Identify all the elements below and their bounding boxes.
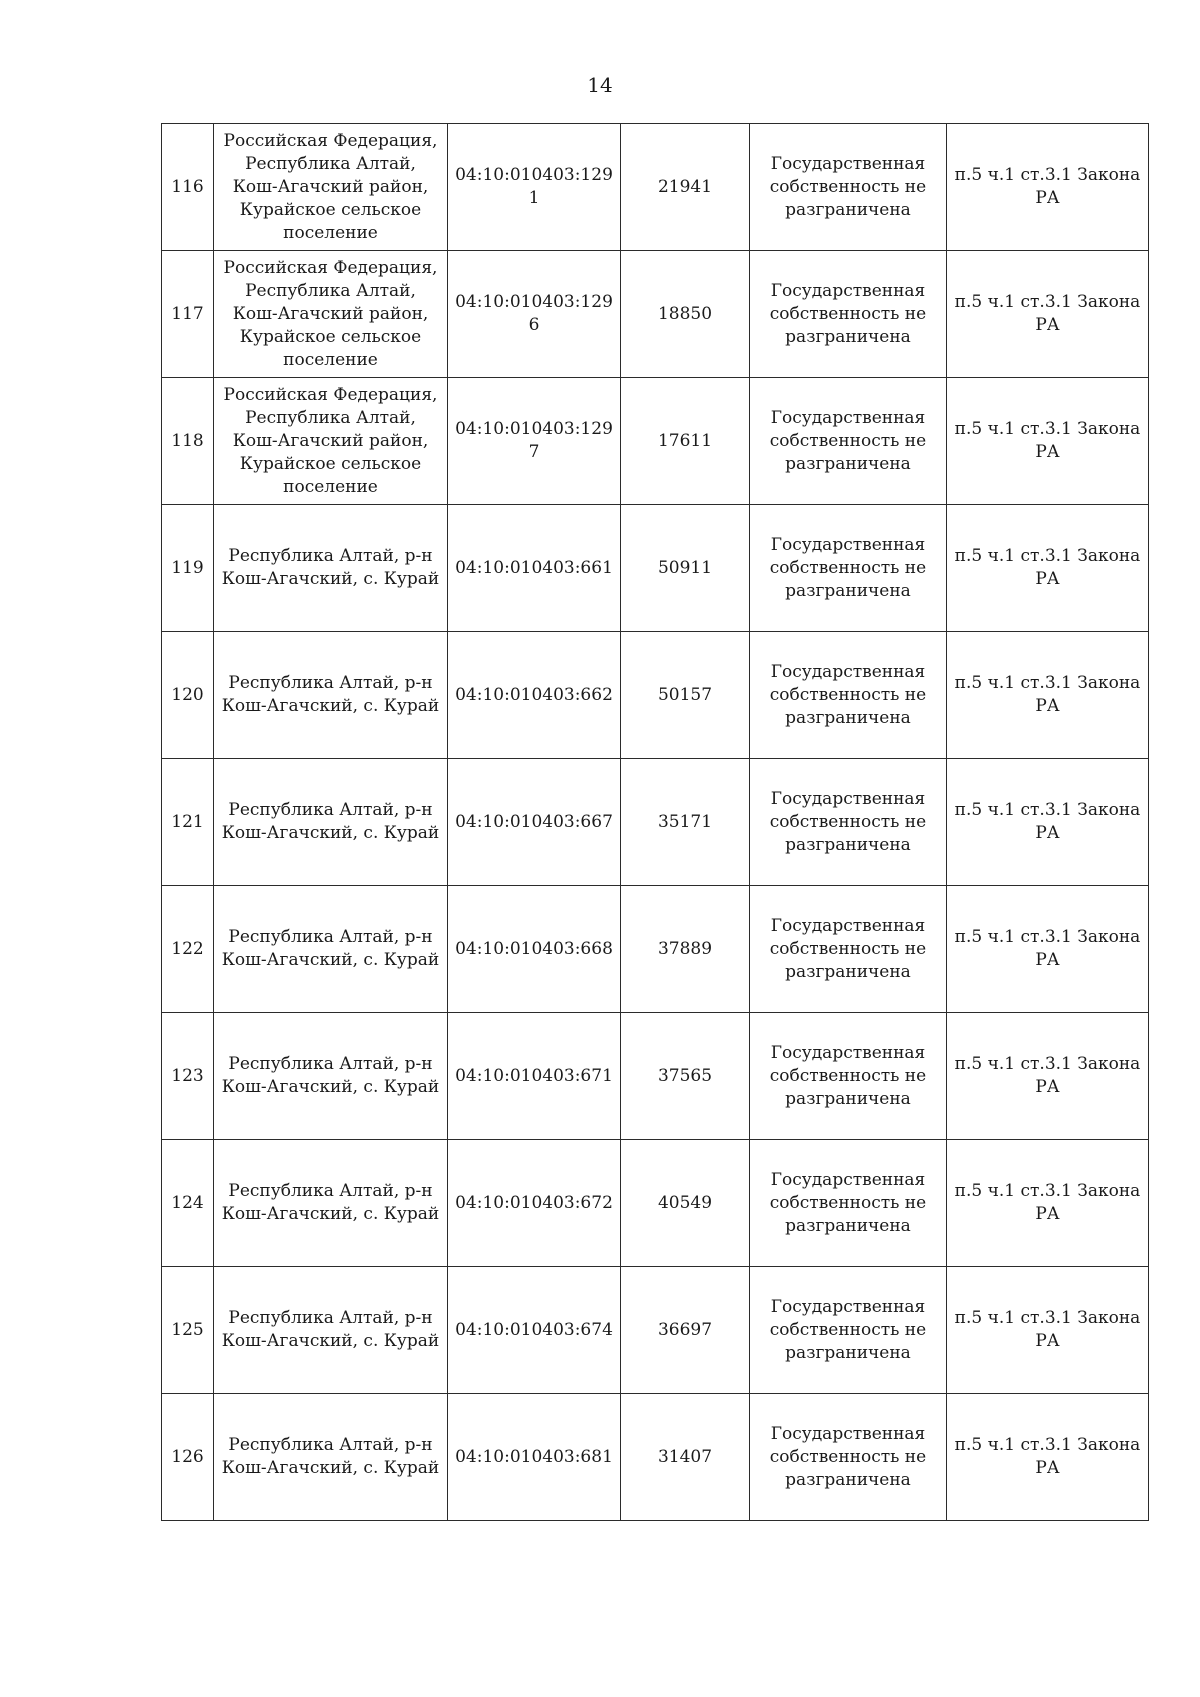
page-number: 14 <box>587 73 613 97</box>
area-cell: 50157 <box>621 632 750 759</box>
row-number: 124 <box>162 1140 214 1267</box>
ownership-cell: Государственная собственность не разграничена <box>750 1140 947 1267</box>
row-number: 125 <box>162 1267 214 1394</box>
area-cell: 36697 <box>621 1267 750 1394</box>
cadastral-number-cell: 04:10:010403:662 <box>448 632 621 759</box>
location-cell: Республика Алтай, р-н Кош-Агачский, с. Курай <box>214 886 448 1013</box>
location-cell: Республика Алтай, р-н Кош-Агачский, с. Курай <box>214 1140 448 1267</box>
area-cell: 35171 <box>621 759 750 886</box>
ownership-cell: Государственная собственность не разграничена <box>750 759 947 886</box>
cadastral-number-cell: 04:10:010403:668 <box>448 886 621 1013</box>
table-row <box>162 251 1149 378</box>
row-number: 116 <box>162 124 214 251</box>
legal-basis-cell: п.5 ч.1 ст.3.1 Закона РА <box>947 1267 1149 1394</box>
area-cell: 37889 <box>621 886 750 1013</box>
legal-basis-cell: п.5 ч.1 ст.3.1 Закона РА <box>947 378 1149 505</box>
legal-basis-cell: п.5 ч.1 ст.3.1 Закона РА <box>947 1140 1149 1267</box>
table-body <box>162 124 1149 1521</box>
location-cell: Республика Алтай, р-н Кош-Агачский, с. Курай <box>214 1394 448 1521</box>
cadastral-number-cell: 04:10:010403:674 <box>448 1267 621 1394</box>
legal-basis-cell: п.5 ч.1 ст.3.1 Закона РА <box>947 886 1149 1013</box>
legal-basis-cell: п.5 ч.1 ст.3.1 Закона РА <box>947 632 1149 759</box>
table-row <box>162 759 1149 886</box>
ownership-cell: Государственная собственность не разграничена <box>750 886 947 1013</box>
area-cell: 21941 <box>621 124 750 251</box>
row-number: 120 <box>162 632 214 759</box>
location-cell: Республика Алтай, р-н Кош-Агачский, с. Курай <box>214 1267 448 1394</box>
area-cell: 17611 <box>621 378 750 505</box>
table-row <box>162 124 1149 251</box>
cadastral-number-cell: 04:10:010403:1296 <box>448 251 621 378</box>
location-cell: Республика Алтай, р-н Кош-Агачский, с. Курай <box>214 505 448 632</box>
location-cell: Республика Алтай, р-н Кош-Агачский, с. Курай <box>214 632 448 759</box>
cadastral-number-cell: 04:10:010403:1297 <box>448 378 621 505</box>
table-row <box>162 886 1149 1013</box>
area-cell: 40549 <box>621 1140 750 1267</box>
cadastral-number-cell: 04:10:010403:672 <box>448 1140 621 1267</box>
land-plots-table <box>161 123 1149 1521</box>
area-cell: 37565 <box>621 1013 750 1140</box>
row-number: 117 <box>162 251 214 378</box>
ownership-cell: Государственная собственность не разграничена <box>750 1267 947 1394</box>
row-number: 118 <box>162 378 214 505</box>
table-row <box>162 1013 1149 1140</box>
table-row <box>162 1267 1149 1394</box>
row-number: 122 <box>162 886 214 1013</box>
table-row <box>162 505 1149 632</box>
legal-basis-cell: п.5 ч.1 ст.3.1 Закона РА <box>947 124 1149 251</box>
row-number: 123 <box>162 1013 214 1140</box>
ownership-cell: Государственная собственность не разграничена <box>750 632 947 759</box>
ownership-cell: Государственная собственность не разграничена <box>750 378 947 505</box>
location-cell: Российская Федерация, Республика Алтай, Кош-Агачский район, Курайское сельское поселение <box>214 124 448 251</box>
cadastral-number-cell: 04:10:010403:667 <box>448 759 621 886</box>
cadastral-number-cell: 04:10:010403:681 <box>448 1394 621 1521</box>
location-cell: Российская Федерация, Республика Алтай, Кош-Агачский район, Курайское сельское поселение <box>214 251 448 378</box>
legal-basis-cell: п.5 ч.1 ст.3.1 Закона РА <box>947 1013 1149 1140</box>
cadastral-number-cell: 04:10:010403:671 <box>448 1013 621 1140</box>
row-number: 119 <box>162 505 214 632</box>
cadastral-number-cell: 04:10:010403:1291 <box>448 124 621 251</box>
area-cell: 50911 <box>621 505 750 632</box>
cadastral-number-cell: 04:10:010403:661 <box>448 505 621 632</box>
ownership-cell: Государственная собственность не разграничена <box>750 251 947 378</box>
legal-basis-cell: п.5 ч.1 ст.3.1 Закона РА <box>947 759 1149 886</box>
row-number: 121 <box>162 759 214 886</box>
location-cell: Российская Федерация, Республика Алтай, Кош-Агачский район, Курайское сельское поселение <box>214 378 448 505</box>
table-row <box>162 1394 1149 1521</box>
ownership-cell: Государственная собственность не разграничена <box>750 1394 947 1521</box>
area-cell: 31407 <box>621 1394 750 1521</box>
ownership-cell: Государственная собственность не разграничена <box>750 124 947 251</box>
legal-basis-cell: п.5 ч.1 ст.3.1 Закона РА <box>947 505 1149 632</box>
area-cell: 18850 <box>621 251 750 378</box>
legal-basis-cell: п.5 ч.1 ст.3.1 Закона РА <box>947 251 1149 378</box>
location-cell: Республика Алтай, р-н Кош-Агачский, с. Курай <box>214 759 448 886</box>
ownership-cell: Государственная собственность не разграничена <box>750 505 947 632</box>
ownership-cell: Государственная собственность не разграничена <box>750 1013 947 1140</box>
table-row <box>162 1140 1149 1267</box>
row-number: 126 <box>162 1394 214 1521</box>
location-cell: Республика Алтай, р-н Кош-Агачский, с. Курай <box>214 1013 448 1140</box>
table-row <box>162 632 1149 759</box>
table-row <box>162 378 1149 505</box>
legal-basis-cell: п.5 ч.1 ст.3.1 Закона РА <box>947 1394 1149 1521</box>
